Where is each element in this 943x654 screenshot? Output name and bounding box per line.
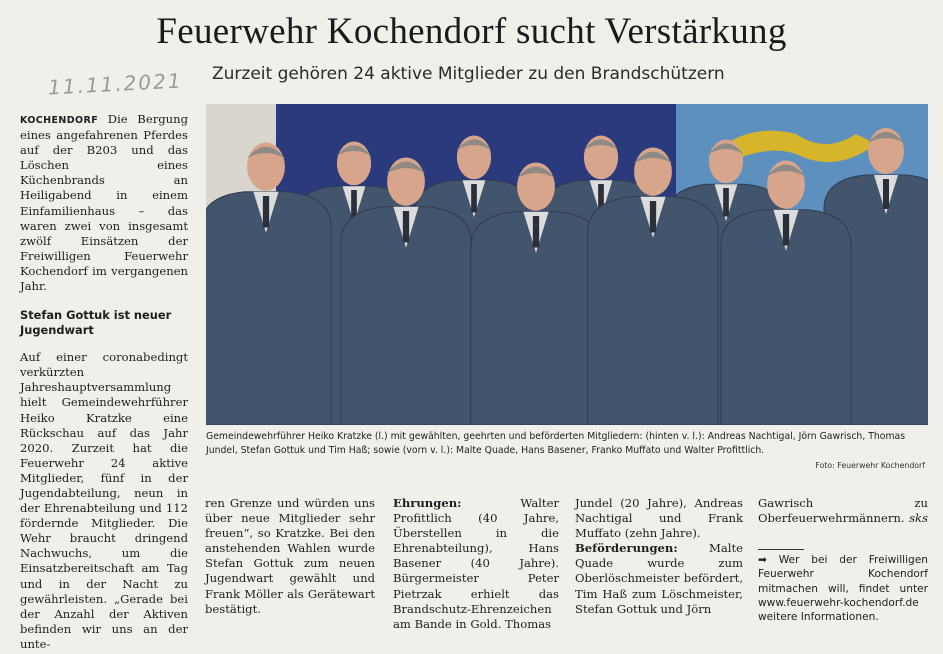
handwritten-date: 11.11.2021 — [47, 68, 184, 100]
lead-text: Die Bergung eines angefahrenen Pferdes auf der B203 und das Löschen eines Küchenbrands an Heiligabend in einem Einfamilienhaus – das waren zwei von insgesamt zwölf Einsätzen der Freiwilligen Feuerwehr Kochendorf im vergangenen Jahr. — [20, 112, 189, 294]
text-column-4 — [575, 496, 743, 617]
text-column-2 — [205, 496, 375, 617]
honors-text: Walter Profittlich (40 Jahre, Überstellen in die Ehrenabteilung), Hans Basener (40 Jahre). Bürgermeister Peter Pietrzak erhielt das Brandschutz-Ehrenzeichen am Bande in Gold. Thomas — [393, 496, 559, 631]
closing-sentence: Gawrisch zu Oberfeuerwehrmännern. — [758, 496, 928, 526]
honors-label: Ehrungen: — [393, 496, 462, 510]
years-text: Jundel (20 Jahre), Andreas Nachtigal und Frank Muffato (zehn Jahre). — [575, 496, 743, 541]
info-box: ➡ Wer bei der Freiwilligen Feuerwehr Kochendorf mitmachen will, findet unter www.feuerwehr-kochendorf.de weitere Informationen. — [758, 554, 928, 624]
promotions-label: Beförderungen: — [575, 541, 678, 556]
author-signature: sks — [909, 511, 928, 526]
subheading: Stefan Gottuk ist neuer Jugendwart — [20, 308, 172, 338]
text-column-5 — [758, 496, 928, 526]
closing-text — [758, 496, 928, 526]
lead-paragraph — [20, 112, 188, 294]
honors-paragraph — [393, 496, 559, 632]
info-rule — [758, 549, 804, 550]
photo-credit: Foto: Feuerwehr Kochendorf — [815, 461, 925, 470]
body-paragraph: Auf einer coronabedingt verkürzten Jahreshauptversammlung hielt Gemeindewehrführer Heiko Kratzke eine Rückschau auf das Jahr 2020. Zurzeit hat die Feuerwehr 24 aktive Mitglieder, fünf in der Jugendabteilung, neun in der Ehrenabteilung und 112 fördernde Mitglieder. Die Wehr braucht dringend Nachwuchs, um die Einsatzbereitschaft am Tag und in der Nacht zu gewährleisten. „Gerade bei der Anzahl der Aktiven befinden wir uns an der unte- — [20, 350, 188, 651]
group-photo-image — [206, 104, 928, 425]
promotions-paragraph — [575, 541, 743, 616]
body-paragraph: ren Grenze und würden uns über neue Mitglieder sehr freuen“, so Kratzke. Bei den anstehenden Wahlen wurde Stefan Gottuk zum neuen Jugendwart gewählt und Frank Möller als Gerätewart bestätigt. — [205, 496, 375, 616]
headline: Feuerwehr Kochendorf sucht Verstärkung — [156, 11, 787, 52]
group-photo — [206, 104, 928, 425]
text-column-3 — [393, 496, 559, 632]
subheadline: Zurzeit gehören 24 aktive Mitglieder zu den Brandschützern — [212, 64, 725, 84]
text-column-1 — [20, 112, 188, 652]
promotions-text: Malte Quade wurde zum Oberlöschmeister befördert, Tim Haß zum Löschmeister, Stefan Gottuk und Jörn — [575, 541, 743, 616]
photo-caption: Gemeindewehrführer Heiko Kratzke (l.) mit gewählten, geehrten und beförderten Mitgliedern: (hinten v. l.): Andreas Nachtigal, Jörn Gawrisch, Thomas Jundel, Stefan Gottuk und Tim Haß; sowie (vorn v. l.): Malte Quade, Hans Basener, Franko Muffato und Walter Profittlich. — [206, 431, 906, 456]
dateline: KOCHENDORF — [20, 115, 99, 126]
